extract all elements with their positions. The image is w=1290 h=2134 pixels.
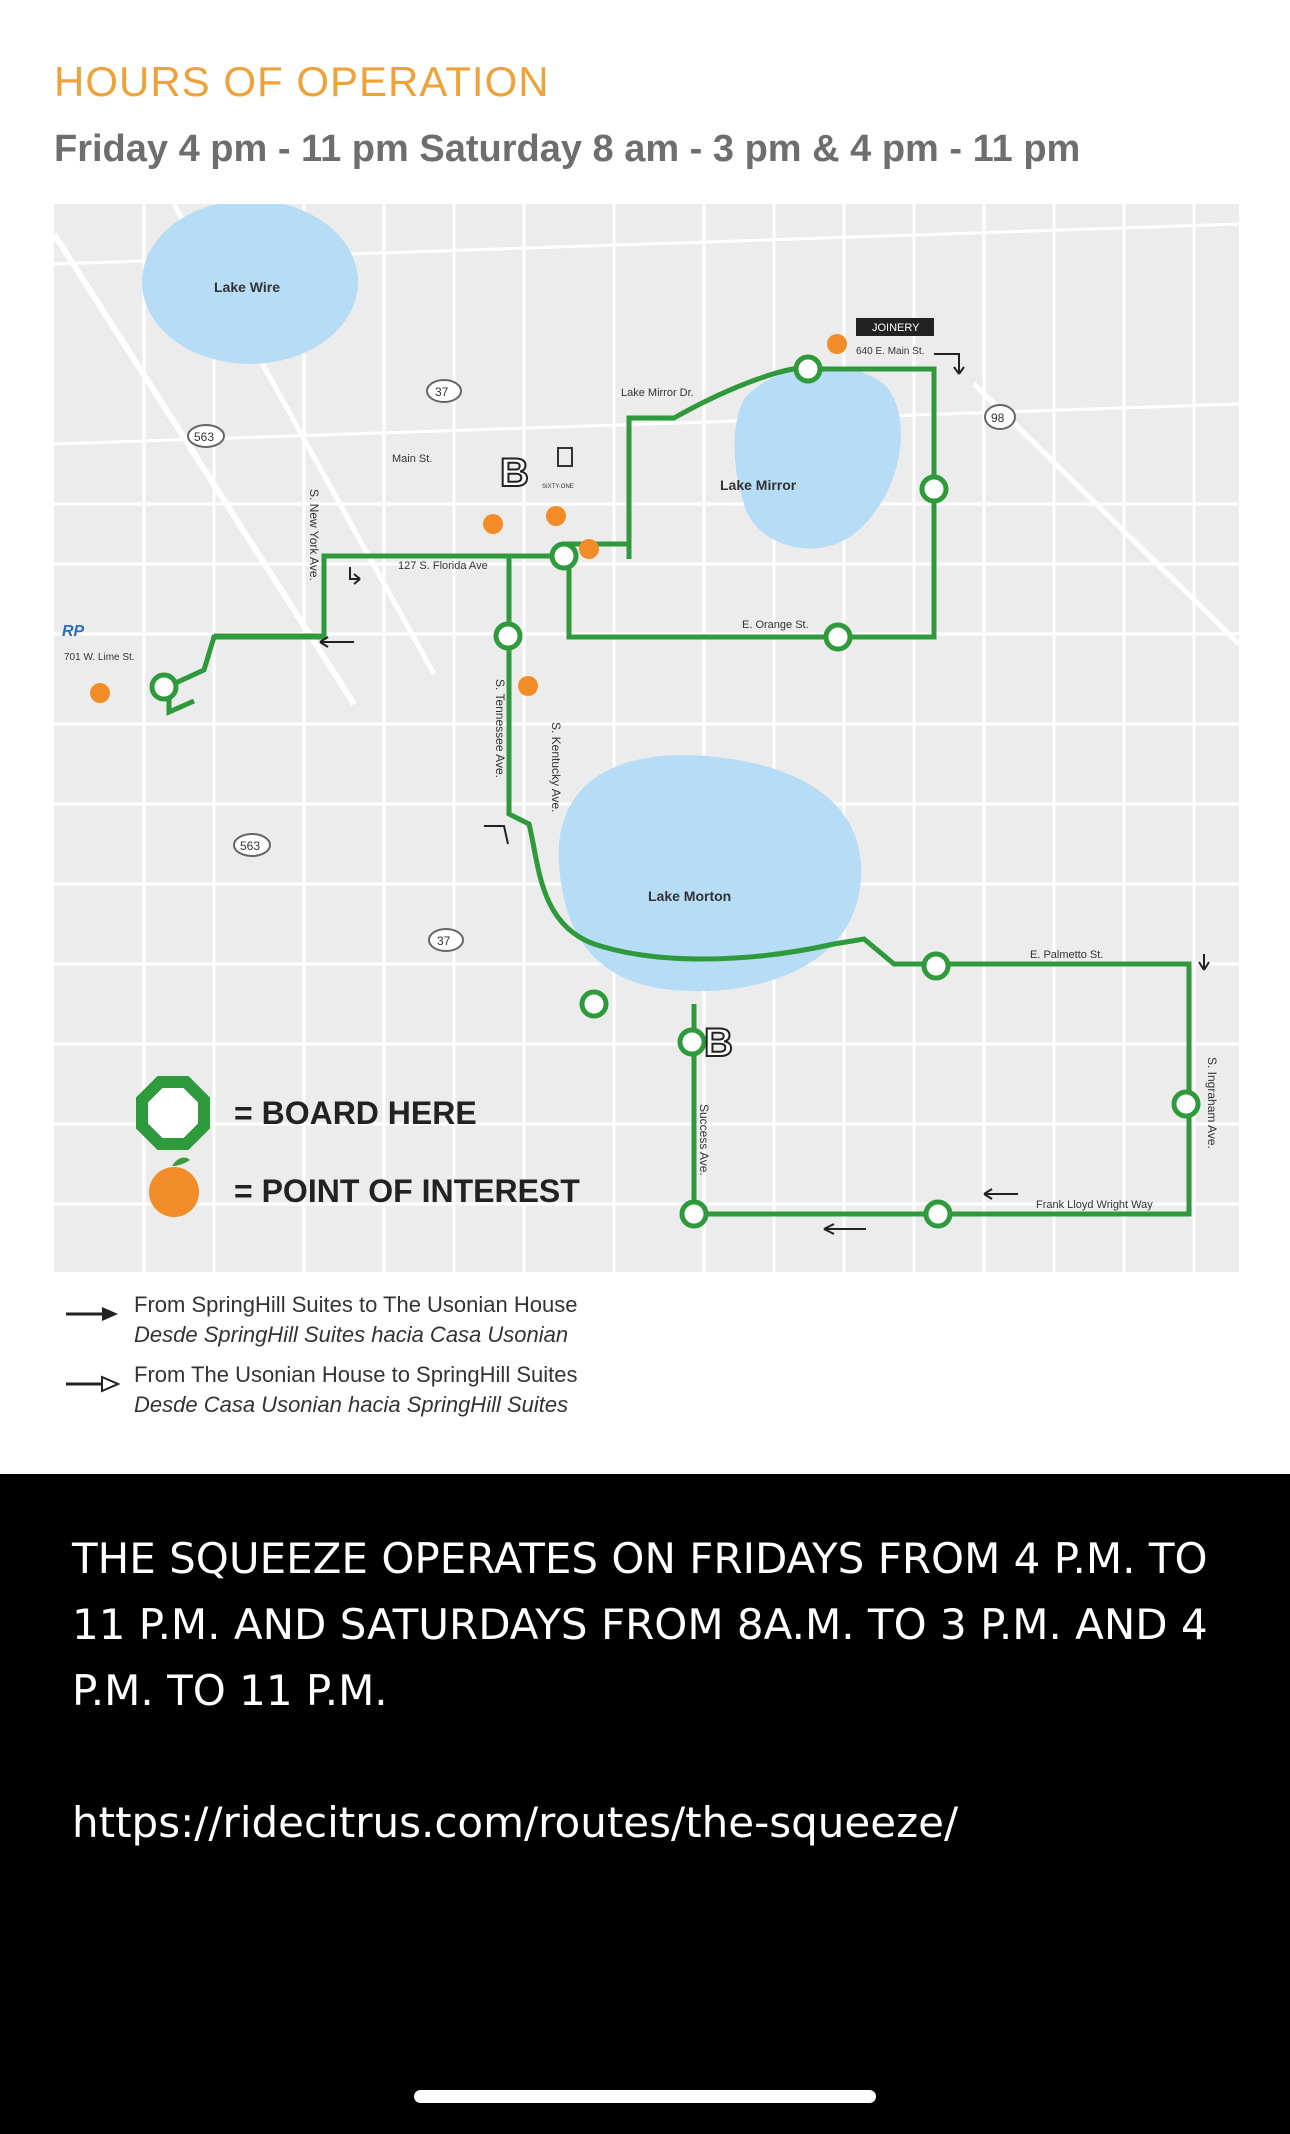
direction-en: From SpringHill Suites to The Usonian House	[134, 1292, 578, 1317]
street-label: Lake Mirror Dr.	[621, 387, 694, 399]
road-shield	[429, 929, 463, 951]
solid-arrow-icon	[64, 1304, 120, 1324]
map-background	[54, 204, 1239, 1272]
poi-icon[interactable]	[546, 506, 566, 526]
legend-board-label: = BOARD HERE	[234, 1095, 477, 1131]
caption-link[interactable]: https://ridecitrus.com/routes/the-squeeze/	[72, 1798, 959, 1847]
address-label: 701 W. Lime St.	[64, 652, 135, 663]
street-label: Success Ave.	[697, 1104, 711, 1176]
svg-text:37: 37	[435, 385, 449, 399]
direction-row	[54, 1360, 754, 1430]
board-stop[interactable]	[796, 357, 820, 381]
hours-subtitle: Friday 4 pm - 11 pm Saturday 8 am - 3 pm & 4 pm - 11 pm	[54, 128, 1081, 170]
board-stop[interactable]	[826, 625, 850, 649]
svg-text:563: 563	[240, 839, 261, 853]
rp-logo	[62, 623, 85, 640]
poi-icon[interactable]	[518, 676, 538, 696]
joinery-logo	[856, 318, 934, 336]
street-label: Main St.	[392, 453, 433, 465]
street-label: E. Orange St.	[742, 619, 809, 631]
direction-legend	[54, 1290, 754, 1430]
direction-row	[54, 1290, 754, 1360]
street-label: S. Kentucky Ave.	[549, 722, 563, 813]
lake-morton-label: Lake Morton	[648, 888, 732, 904]
poi-icon[interactable]	[483, 514, 503, 534]
svg-text:B: B	[704, 1021, 733, 1065]
board-here-icon	[142, 1082, 204, 1144]
poi-icon[interactable]	[90, 683, 110, 703]
svg-text:98: 98	[991, 411, 1005, 425]
board-stop[interactable]	[552, 544, 576, 568]
board-stop[interactable]	[924, 954, 948, 978]
street-label: 127 S. Florida Ave	[398, 560, 488, 572]
lake-wire-label: Lake Wire	[214, 279, 281, 295]
board-stop[interactable]	[922, 477, 946, 501]
lake-mirror-label: Lake Mirror	[720, 477, 797, 493]
svg-text:SIXTY-ONE: SIXTY-ONE	[542, 484, 574, 490]
svg-text:563: 563	[194, 430, 215, 444]
street-label: S. New York Ave.	[307, 489, 321, 581]
lake-morton	[559, 755, 862, 991]
svg-text:JOINERY: JOINERY	[872, 322, 920, 334]
board-stop[interactable]	[1174, 1092, 1198, 1116]
street-label: S. Tennessee Ave.	[493, 679, 507, 778]
board-stop[interactable]	[926, 1202, 950, 1226]
hollow-arrow-icon	[64, 1374, 120, 1394]
poi-icon[interactable]	[827, 334, 847, 354]
street-label: E. Palmetto St.	[1030, 949, 1104, 961]
board-stop[interactable]	[682, 1202, 706, 1226]
street-label: Frank Lloyd Wright Way	[1036, 1199, 1153, 1211]
poi-icon[interactable]	[579, 539, 599, 559]
road-shield	[427, 380, 461, 402]
svg-text:RP: RP	[62, 623, 85, 640]
home-indicator[interactable]	[414, 2090, 876, 2103]
address-label: 640 E. Main St.	[856, 346, 925, 357]
direction-es: Desde Casa Usonian hacia SpringHill Suites	[134, 1392, 569, 1417]
direction-es: Desde SpringHill Suites hacia Casa Usonian	[134, 1322, 569, 1347]
hours-title: HOURS OF OPERATION	[54, 58, 550, 105]
orange-icon	[149, 1167, 199, 1217]
road-shield	[234, 834, 270, 856]
street-label: S. Ingraham Ave.	[1205, 1057, 1219, 1149]
b-logo	[500, 451, 529, 495]
road-shield	[985, 405, 1015, 429]
board-stop[interactable]	[152, 675, 176, 699]
route-map	[54, 204, 1239, 1272]
caption-text: THE SQUEEZE OPERATES ON FRIDAYS FROM 4 P.M. TO 11 P.M. AND SATURDAYS FROM 8A.M. TO 3 P.M. AND 4 P.M. TO 11 P.M.	[72, 1534, 1208, 1715]
direction-en: From The Usonian House to SpringHill Suites	[134, 1362, 578, 1387]
legend-poi-label: = POINT OF INTEREST	[234, 1173, 580, 1209]
board-stop[interactable]	[680, 1030, 704, 1054]
svg-text:37: 37	[437, 934, 451, 948]
board-stop[interactable]	[496, 624, 520, 648]
b-logo	[704, 1021, 733, 1065]
road-shield	[188, 425, 224, 447]
svg-text:B: B	[500, 451, 529, 495]
board-stop[interactable]	[582, 992, 606, 1016]
